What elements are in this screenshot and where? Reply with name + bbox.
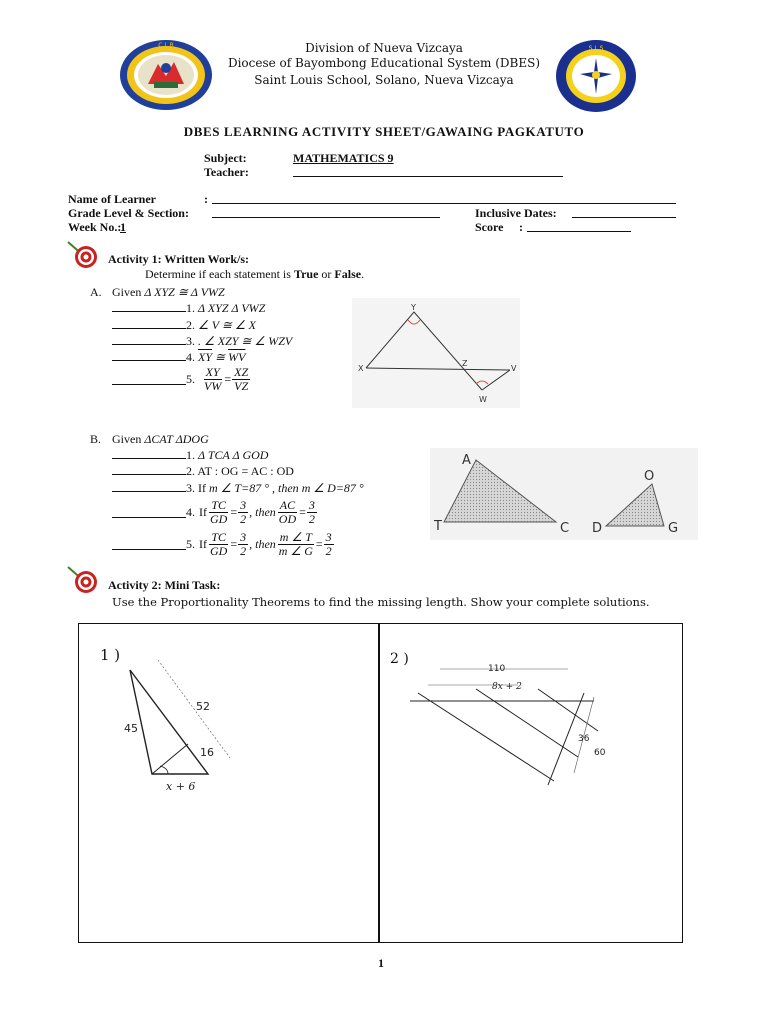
activity2-title: Activity 2: Mini Task: xyxy=(108,578,221,592)
numerator: XY xyxy=(205,365,220,379)
period: . xyxy=(361,267,365,281)
item-statement: ∠ V ≅ ∠ X xyxy=(198,318,257,332)
subject-label: Subject: xyxy=(204,151,247,165)
subject-value: MATHEMATICS 9 xyxy=(293,151,394,165)
score-label: Score xyxy=(475,220,504,234)
activity1-title: Activity 1: Written Work/s: xyxy=(108,252,249,266)
header-diocese: Diocese of Bayombong Educational System (DBES) xyxy=(227,56,541,70)
value-d: =87 ° xyxy=(335,481,364,495)
numerator: AC xyxy=(279,498,296,512)
triangles-xyz-vwz-figure xyxy=(352,298,520,408)
score-colon: : xyxy=(519,220,523,234)
numerator: m ∠ T xyxy=(279,530,312,544)
item-number: 5. xyxy=(186,372,195,386)
dates-field[interactable] xyxy=(572,207,676,218)
side-16: 16 xyxy=(200,746,214,759)
label-z: Z xyxy=(462,359,468,368)
true-word: True xyxy=(293,267,319,281)
fraction-3-2 xyxy=(238,531,248,558)
item-number: 1. xyxy=(186,448,195,462)
answer-blank[interactable] xyxy=(112,334,186,345)
part-a-item-3 xyxy=(112,334,292,349)
grade-label: Grade Level & Section: xyxy=(68,206,189,220)
label-y: Y xyxy=(411,303,416,312)
svg-text:C L R: C L R xyxy=(158,42,174,49)
given-math: Δ XYZ ≅ Δ VWZ xyxy=(144,285,225,299)
fraction-xz-vz xyxy=(232,366,250,393)
answer-blank[interactable] xyxy=(112,301,186,312)
label-v: V xyxy=(511,364,517,373)
item-statement: Δ TCA Δ GOD xyxy=(198,448,269,462)
label-t: T xyxy=(434,519,442,534)
given-math: ΔCAT ΔDOG xyxy=(144,432,209,446)
length-110: 110 xyxy=(488,664,506,674)
angle-d: m ∠ D xyxy=(301,481,336,495)
angle-t: m ∠ T xyxy=(209,481,242,495)
fraction-3-2-b xyxy=(324,531,334,558)
activity2-instruction: Use the Proportionality Theorems to find the missing length. Show your complete solutions. xyxy=(112,595,650,609)
denominator: GD xyxy=(210,512,228,526)
answer-blank[interactable] xyxy=(112,350,186,361)
answer-blank[interactable] xyxy=(112,539,186,550)
header-school: Saint Louis School, Solano, Nueva Vizcaya xyxy=(254,73,514,87)
item-number: 2. xyxy=(186,318,195,332)
svg-text:S L S: S L S xyxy=(588,45,604,52)
name-field[interactable] xyxy=(212,193,676,204)
numerator: TC xyxy=(211,530,227,544)
header-division: Division of Nueva Vizcaya xyxy=(305,41,463,55)
length-60: 60 xyxy=(594,748,606,758)
denominator: m ∠ G xyxy=(278,544,313,558)
denominator: VW xyxy=(204,379,222,393)
fraction-3-2-b xyxy=(307,499,317,526)
numerator: 3 xyxy=(240,530,247,544)
side-45: 45 xyxy=(124,722,138,735)
name-label: Name of Learner xyxy=(68,192,156,206)
triangles-cat-dog-figure xyxy=(430,448,698,540)
base-x-plus-6: x + 6 xyxy=(166,780,196,793)
segment-wv: $\overline{WV}$ xyxy=(228,350,246,364)
fraction-angles xyxy=(277,531,315,558)
part-b-item-2 xyxy=(112,464,294,479)
problem1-label: 1 ) xyxy=(100,646,121,664)
mini-task-divider xyxy=(378,623,380,943)
item-statement: . ∠ XZY ≅ ∠ WZV xyxy=(198,334,293,348)
denominator: 2 xyxy=(325,544,332,558)
denominator: 2 xyxy=(240,512,247,526)
teacher-label: Teacher: xyxy=(204,165,249,179)
then-word: , then xyxy=(249,537,276,551)
item-number: 3. xyxy=(186,481,195,495)
numerator: XZ xyxy=(234,365,249,379)
item-number: 2. xyxy=(186,464,195,478)
part-b-item-4: 4. If $\frac{TC}{GD}$ = $\frac{3}{2}$ , then $\frac{AC}{OD}$ = $\frac{3}{2}$ xyxy=(112,499,318,526)
answer-blank[interactable] xyxy=(112,481,186,492)
answer-blank[interactable] xyxy=(112,374,186,385)
label-w: W xyxy=(479,395,487,404)
fraction-ac-od xyxy=(277,499,298,526)
activity1-instruction xyxy=(145,267,364,282)
length-8x-plus-2: 8x + 2 xyxy=(492,682,522,692)
fraction-tc-gd xyxy=(208,531,229,558)
denominator: 2 xyxy=(308,512,315,526)
fraction-3-2 xyxy=(238,499,248,526)
item-number: 3. xyxy=(186,334,195,348)
part-a-given xyxy=(112,285,225,300)
item-number: 5. xyxy=(186,537,195,551)
item-number: 4. xyxy=(186,505,195,519)
length-36: 36 xyxy=(578,734,590,744)
page-number: 1 xyxy=(378,956,384,970)
label-o: O xyxy=(644,469,655,484)
numerator: TC xyxy=(211,498,227,512)
equals: = xyxy=(224,372,232,386)
target-icon xyxy=(66,240,102,270)
part-a-label: A. xyxy=(90,285,102,299)
false-word: False xyxy=(334,267,362,281)
problem2-figure[interactable] xyxy=(388,645,618,795)
answer-blank[interactable] xyxy=(112,448,186,459)
label-a: A xyxy=(462,453,471,468)
instruction-text: Determine if each statement is xyxy=(145,267,294,281)
if-word: If xyxy=(198,481,209,495)
week-value: 1 xyxy=(120,220,126,234)
side-52: 52 xyxy=(196,700,210,713)
problem1-figure[interactable] xyxy=(96,640,256,800)
part-b-given xyxy=(112,432,209,447)
value-t: =87 ° , xyxy=(241,481,279,495)
given-word: Given xyxy=(112,432,142,446)
part-a-item-1 xyxy=(112,301,265,316)
relation: ≅ xyxy=(215,350,226,364)
part-b-item-1 xyxy=(112,448,268,463)
if-word: If xyxy=(199,537,207,551)
denominator: VZ xyxy=(234,379,249,393)
numerator: 3 xyxy=(308,498,315,512)
problem2-label: 2 ) xyxy=(390,651,409,667)
item-number: 1. xyxy=(186,301,195,315)
part-a-item-5 xyxy=(112,366,251,393)
dates-label: Inclusive Dates: xyxy=(475,206,557,220)
answer-blank[interactable] xyxy=(112,507,186,518)
part-b-item-3 xyxy=(112,481,364,496)
part-a-item-4 xyxy=(112,350,245,365)
given-word: Given xyxy=(112,285,142,299)
then-word: , then xyxy=(249,505,276,519)
label-g: G xyxy=(668,521,679,536)
week-label: Week No.: xyxy=(68,220,122,234)
answer-blank[interactable] xyxy=(112,318,186,329)
denominator: OD xyxy=(278,512,297,526)
teacher-field[interactable] xyxy=(293,166,563,177)
then-word: then xyxy=(278,481,299,495)
label-x: X xyxy=(358,364,364,373)
or-word: or xyxy=(318,267,335,281)
part-a-item-2 xyxy=(112,318,256,333)
grade-field[interactable] xyxy=(212,207,440,218)
item-statement: AT : OG = AC : OD xyxy=(197,464,294,478)
answer-blank[interactable] xyxy=(112,464,186,475)
numerator: 3 xyxy=(325,530,332,544)
part-b-label: B. xyxy=(90,432,102,446)
item-statement: Δ XYZ Δ VWZ xyxy=(198,301,266,315)
fraction-xy-vw xyxy=(202,366,223,393)
score-field[interactable] xyxy=(527,221,631,232)
name-colon: : xyxy=(204,192,208,206)
part-b-item-5: 5. If $\frac{TC}{GD}$ = $\frac{3}{2}$ , then $\frac{m \angle T}{m \angle G}$ = $\frac{3}{2}$ xyxy=(112,531,335,558)
segment-xy: $\overline{XY}$ xyxy=(198,350,213,364)
numerator: 3 xyxy=(240,498,247,512)
fraction-tc-gd xyxy=(208,499,229,526)
denominator: GD xyxy=(210,544,228,558)
sheet-title: DBES LEARNING ACTIVITY SHEET/GAWAING PAGKATUTO xyxy=(183,124,585,139)
if-word: If xyxy=(199,505,207,519)
target-icon xyxy=(66,565,102,595)
item-number: 4. xyxy=(186,350,195,364)
label-c: C xyxy=(560,521,570,536)
label-d: D xyxy=(592,521,603,536)
denominator: 2 xyxy=(240,544,247,558)
